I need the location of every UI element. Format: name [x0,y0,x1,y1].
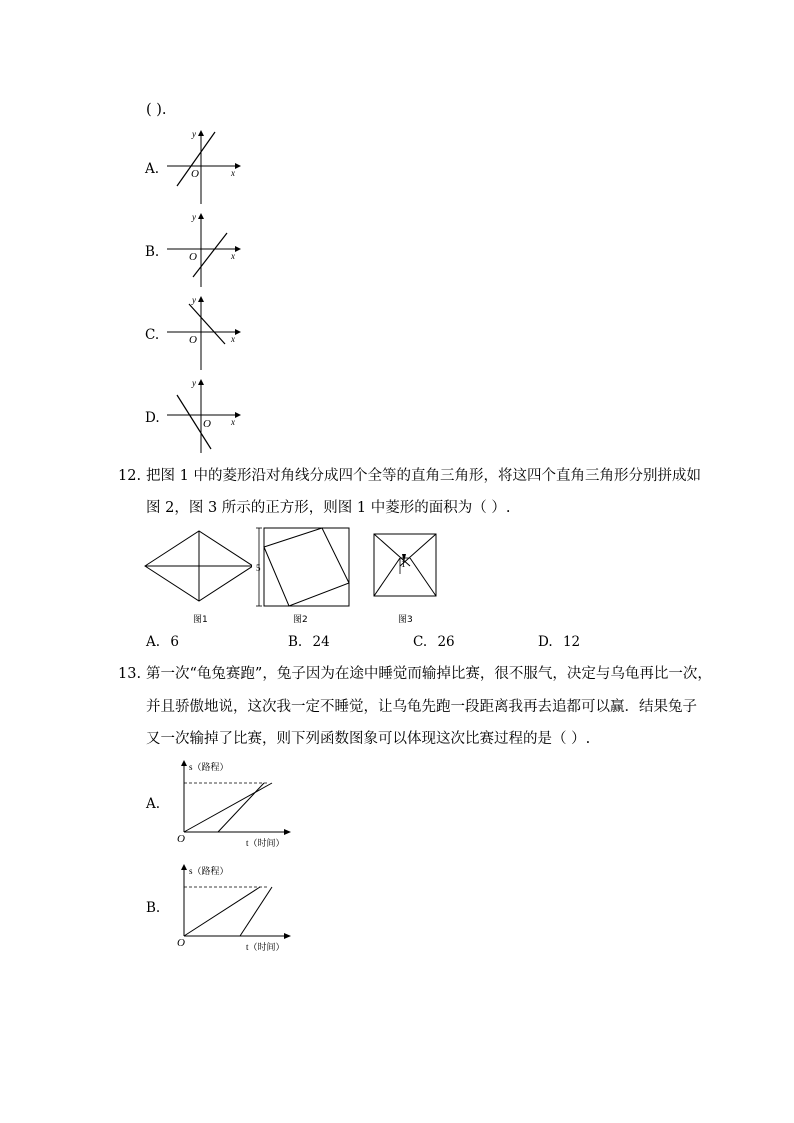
y-axis-label: y [192,212,196,222]
q11-option-a-graph [165,128,245,206]
q12-option-d [538,634,580,650]
q13-option-b-graph [172,862,297,956]
q13-a-x-label: t（时间） [246,838,285,848]
q11-option-c-label: C. [145,327,160,343]
q12-option-a-value: 6 [170,634,179,650]
q12-number: 12. [118,468,142,484]
q12-option-d-label: D. [538,634,553,650]
q12-option-b-label: B. [288,634,303,650]
q11-option-b-graph [165,211,245,289]
q12-option-c-value: 26 [437,634,455,650]
origin-label: O [189,334,197,346]
y-axis-label: y [192,378,196,388]
q12-option-b [288,634,330,650]
x-axis-label: x [231,168,235,178]
q13-a-rabbit-line [218,783,264,832]
origin-label: O [191,168,199,180]
q12-fig2-side-label: 5 [256,563,261,573]
y-axis-label: y [192,129,196,139]
q13-b-y-label: s（路程） [189,866,229,876]
q12-option-a-label: A. [146,634,161,650]
q13-option-b-label: B. [146,900,161,916]
q13-number: 13. [118,666,142,682]
q12-line2: 图 2，图 3 所示的正方形，则图 1 中菱形的面积为（ ）. [146,500,511,516]
q11-stem-tail: ( ). [146,102,167,118]
q13-line3: 又一次输掉了比赛，则下列函数图象可以体现这次比赛过程的是（ ）. [146,731,591,747]
origin-label: O [189,251,197,263]
q12-option-c [413,634,455,650]
q11-option-b-label: B. [145,244,160,260]
q12-fig3-label: 1 [401,559,406,569]
q11-option-a-label: A. [145,161,160,177]
q13-option-a-label: A. [146,796,161,812]
q13-a-y-label: s（路程） [189,762,229,772]
q12-fig3-caption: 图3 [398,615,413,625]
q12-line1: 把图 1 中的菱形沿对角线分成四个全等的直角三角形，将这四个直角三角形分别拼成如 [146,468,701,484]
q12-fig2-caption: 图2 [293,615,308,625]
q11-b-line [193,233,227,277]
q12-figure-2-square [252,526,354,626]
q12-option-b-value: 24 [312,634,330,650]
q12-fig1-caption: 图1 [193,615,208,625]
q12-option-c-label: C. [413,634,428,650]
y-axis-label: y [192,295,196,305]
x-axis-label: x [231,334,235,344]
origin-label: O [203,418,211,430]
x-axis-label: x [231,417,235,427]
q13-line1: 第一次“龟兔赛跑”，兔子因为在途中睡觉而输掉比赛，很不服气，决定与乌龟再比一次， [146,666,712,682]
q11-option-d-graph [165,377,245,455]
q12-option-d-value: 12 [562,634,581,650]
q12-figure-1-rhombus [142,528,252,628]
q13-line2: 并且骄傲地说，这次我一定不睡觉，让乌龟先跑一段距离我再去追都可以赢．结果兔子 [146,699,697,715]
q12-option-a [146,634,179,650]
x-axis-label: x [231,251,235,261]
q12-figure-3-pinwheel [370,532,440,628]
q13-b-x-label: t（时间） [246,942,285,952]
q13-a-origin: O [177,833,185,845]
q11-option-c-graph [165,294,245,372]
q11-option-d-label: D. [145,410,160,426]
q13-b-tortoise-line [184,887,260,936]
q13-a-tortoise-line [184,783,272,832]
q13-option-a-graph [172,758,297,852]
q13-b-rabbit-line [240,887,272,936]
q13-b-origin: O [177,937,185,949]
